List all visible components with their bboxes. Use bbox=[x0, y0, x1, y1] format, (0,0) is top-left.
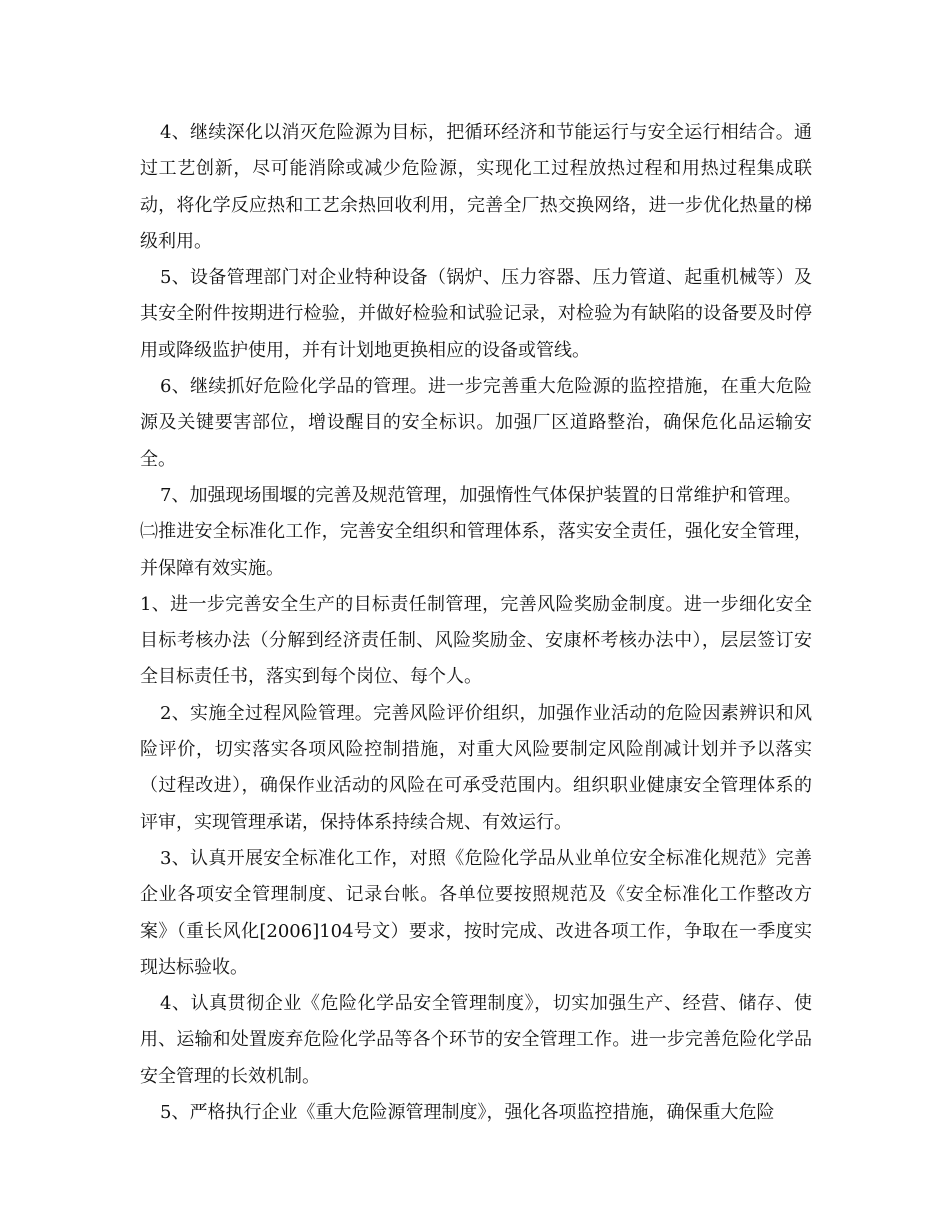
paragraph-2: 5、设备管理部门对企业特种设备（锅炉、压力容器、压力管道、起重机械等）及其安全附件按期进行检验，并做好检验和试验记录，对检验为有缺陷的设备要及时停用或降级监护使用，并有计划地更换相应的设备或管线。 bbox=[140, 267, 812, 361]
paragraph-4: 7、加强现场围堰的完善及规范管理，加强惰性气体保护装置的日常维护和管理。 bbox=[160, 484, 802, 506]
section-heading-2: ㈡推进安全标准化工作，完善安全组织和管理体系，落实安全责任，强化安全管理，并保障有效实施。 bbox=[140, 521, 812, 579]
paragraph-10: 5、严格执行企业《重大危险源管理制度》，强化各项监控措施，确保重大危险 bbox=[160, 1102, 775, 1124]
paragraph-6: 1、进一步完善安全生产的目标责任制管理，完善风险奖励金制度。进一步细化安全目标考核办法（分解到经济责任制、风险奖励金、安康杯考核办法中），层层签订安全目标责任书，落实到每个岗位、每个人。 bbox=[140, 593, 812, 688]
paragraph-3: 6、继续抓好危险化学品的管理。进一步完善重大危险源的监控措施，在重大危险源及关键要害部位，增设醒目的安全标识。加强厂区道路整治，确保危化品运输安全。 bbox=[140, 376, 812, 470]
paragraph-1: 4、继续深化以消灭危险源为目标，把循环经济和节能运行与安全运行相结合。通过工艺创新，尽可能消除或减少危险源，实现化工过程放热过程和用热过程集成联动，将化学反应热和工艺余热回收利用，完善全厂热交换网络，进一步优化热量的梯级利用。 bbox=[140, 122, 812, 252]
paragraph-9: 4、认真贯彻企业《危险化学品安全管理制度》，切实加强生产、经营、储存、使用、运输和处置废弃危险化学品等各个环节的安全管理工作。进一步完善危险化学品安全管理的长效机制。 bbox=[140, 993, 812, 1087]
paragraph-8: 3、认真开展安全标准化工作，对照《危险化学品从业单位安全标准化规范》完善企业各项安全管理制度、记录台帐。各单位要按照规范及《安全标准化工作整改方案》（重长风化[2006]104号文）要求，按时完成、改进各项工作，争取在一季度实现达标验收。 bbox=[140, 847, 812, 978]
document-body bbox=[140, 115, 812, 1131]
paragraph-7: 2、实施全过程风险管理。完善风险评价组织，加强作业活动的危险因素辨识和风险评价，切实落实各项风险控制措施，对重大风险要制定风险削减计划并予以落实（过程改进），确保作业活动的风险在可承受范围内。组织职业健康安全管理体系的评审，实现管理承诺，保持体系持续合规、有效运行。 bbox=[140, 702, 812, 833]
